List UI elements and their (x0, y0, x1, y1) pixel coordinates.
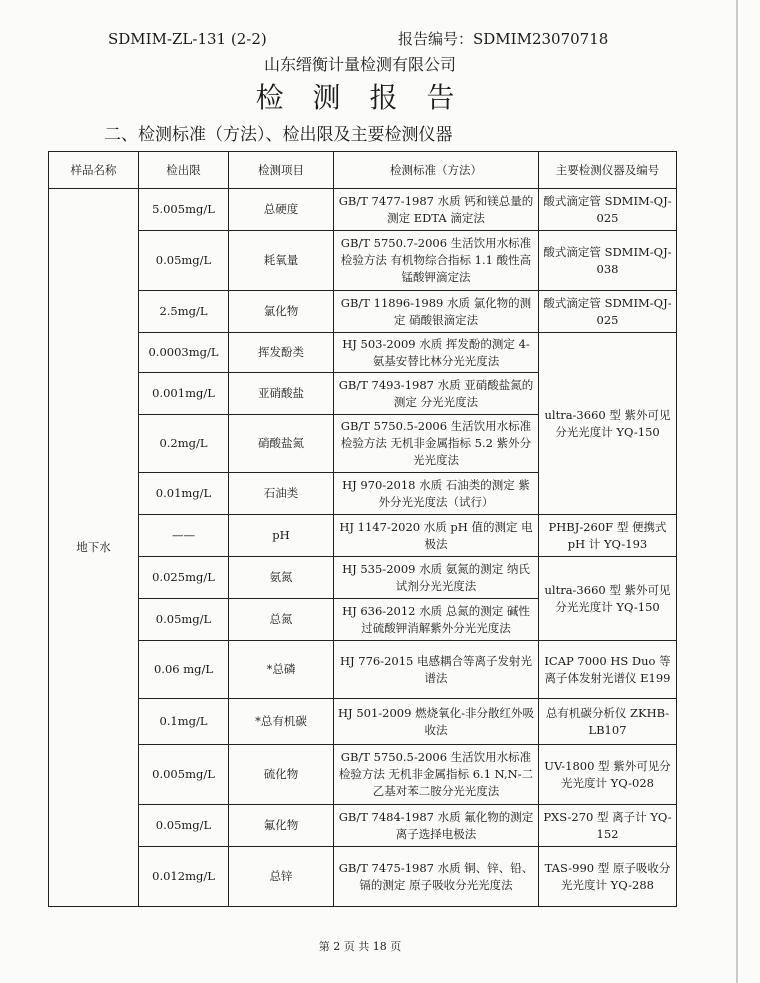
table-row (49, 291, 677, 333)
table-row (49, 515, 677, 557)
item-cell: 亚硝酸盐 (229, 373, 334, 415)
table-row (49, 641, 677, 699)
item-cell: 总氮 (229, 599, 334, 641)
standard-cell: HJ 1147-2020 水质 pH 值的测定 电极法 (334, 515, 539, 557)
document-code: SDMIM-ZL-131 (2-2) (108, 30, 267, 48)
standard-cell: GB/T 11896-1989 水质 氯化物的测定 硝酸银滴定法 (334, 291, 539, 333)
standard-cell: GB/T 5750.5-2006 生活饮用水标准检验方法 无机非金属指标 5.2 紫外分光光度法 (334, 415, 539, 473)
item-cell: 氟化物 (229, 805, 334, 847)
limit-cell: 0.001mg/L (139, 373, 229, 415)
limit-cell: 0.2mg/L (139, 415, 229, 473)
limit-cell: 0.05mg/L (139, 805, 229, 847)
item-cell: pH (229, 515, 334, 557)
section-heading: 二、检测标准（方法）、检出限及主要检测仪器 (104, 125, 453, 145)
table-row (49, 745, 677, 805)
standard-cell: GB/T 7475-1987 水质 铜、锌、铅、镉的测定 原子吸收分光光度法 (334, 847, 539, 907)
item-cell: 硝酸盐氮 (229, 415, 334, 473)
limit-cell: 0.1mg/L (139, 699, 229, 745)
standard-cell: GB/T 5750.7-2006 生活饮用水标准检验方法 有机物综合指标 1.1 酸性高锰酸钾滴定法 (334, 231, 539, 291)
item-cell: 总锌 (229, 847, 334, 907)
detection-table (48, 151, 677, 907)
instrument-cell: PHBJ-260F 型 便携式 pH 计 YQ-193 (539, 515, 677, 557)
limit-cell: 0.05mg/L (139, 231, 229, 291)
limit-cell: 5.005mg/L (139, 189, 229, 231)
table-row (49, 231, 677, 291)
instrument-cell: ultra-3660 型 紫外可见分光光度计 YQ-150 (539, 557, 677, 641)
limit-cell: —— (139, 515, 229, 557)
instrument-cell: 酸式滴定管 SDMIM-QJ-025 (539, 189, 677, 231)
column-header-standard: 检测标准（方法） (334, 152, 539, 189)
table-row (49, 805, 677, 847)
limit-cell: 0.05mg/L (139, 599, 229, 641)
item-cell: 氯化物 (229, 291, 334, 333)
instrument-cell: UV-1800 型 紫外可见分光光度计 YQ-028 (539, 745, 677, 805)
standard-cell: HJ 776-2015 电感耦合等离子发射光谱法 (334, 641, 539, 699)
item-cell: 氨氮 (229, 557, 334, 599)
standard-cell: HJ 503-2009 水质 挥发酚的测定 4-氨基安替比林分光光度法 (334, 333, 539, 373)
standard-cell: GB/T 7477-1987 水质 钙和镁总量的测定 EDTA 滴定法 (334, 189, 539, 231)
column-header-instrument: 主要检测仪器及编号 (539, 152, 677, 189)
item-cell: 石油类 (229, 473, 334, 515)
company-name: 山东缙衡计量检测有限公司 (263, 55, 456, 74)
limit-cell: 0.025mg/L (139, 557, 229, 599)
item-cell: *总磷 (229, 641, 334, 699)
table-row (49, 699, 677, 745)
limit-cell: 0.012mg/L (139, 847, 229, 907)
instrument-cell: ultra-3660 型 紫外可见分光光度计 YQ-150 (539, 333, 677, 515)
instrument-cell: PXS-270 型 离子计 YQ-152 (539, 805, 677, 847)
instrument-cell: ICAP 7000 HS Duo 等离子体发射光谱仪 E199 (539, 641, 677, 699)
standard-cell: HJ 970-2018 水质 石油类的测定 紫外分光光度法（试行） (334, 473, 539, 515)
item-cell: 总硬度 (229, 189, 334, 231)
page-number: 第 2 页 共 18 页 (318, 940, 402, 953)
item-cell: 硫化物 (229, 745, 334, 805)
item-cell: *总有机碳 (229, 699, 334, 745)
report-number: 报告编号：SDMIM23070718 (398, 30, 609, 48)
column-header-limit: 检出限 (139, 152, 229, 189)
standard-cell: GB/T 7484-1987 水质 氟化物的测定 离子选择电极法 (334, 805, 539, 847)
item-cell: 挥发酚类 (229, 333, 334, 373)
page-edge-line (736, 0, 738, 983)
table-header-row (49, 152, 677, 189)
instrument-cell: 总有机碳分析仪 ZKHB-LB107 (539, 699, 677, 745)
column-header-item: 检测项目 (229, 152, 334, 189)
instrument-cell: TAS-990 型 原子吸收分光光度计 YQ-288 (539, 847, 677, 907)
standard-cell: HJ 501-2009 燃烧氧化-非分散红外吸收法 (334, 699, 539, 745)
instrument-cell: 酸式滴定管 SDMIM-QJ-025 (539, 291, 677, 333)
item-cell: 耗氧量 (229, 231, 334, 291)
limit-cell: 0.06 mg/L (139, 641, 229, 699)
table-row (49, 189, 677, 231)
limit-cell: 0.0003mg/L (139, 333, 229, 373)
sample-name-cell: 地下水 (49, 189, 139, 907)
standard-cell: GB/T 5750.5-2006 生活饮用水标准检验方法 无机非金属指标 6.1 N,N-二乙基对苯二胺分光光度法 (334, 745, 539, 805)
limit-cell: 2.5mg/L (139, 291, 229, 333)
column-header-sample: 样品名称 (49, 152, 139, 189)
standard-cell: GB/T 7493-1987 水质 亚硝酸盐氮的测定 分光光度法 (334, 373, 539, 415)
limit-cell: 0.005mg/L (139, 745, 229, 805)
report-title: 检 测 报 告 (255, 81, 465, 114)
standard-cell: HJ 535-2009 水质 氨氮的测定 纳氏试剂分光光度法 (334, 557, 539, 599)
table-row (49, 333, 677, 373)
instrument-cell: 酸式滴定管 SDMIM-QJ-038 (539, 231, 677, 291)
table-row (49, 847, 677, 907)
limit-cell: 0.01mg/L (139, 473, 229, 515)
table-row (49, 557, 677, 599)
standard-cell: HJ 636-2012 水质 总氮的测定 碱性过硫酸钾消解紫外分光光度法 (334, 599, 539, 641)
